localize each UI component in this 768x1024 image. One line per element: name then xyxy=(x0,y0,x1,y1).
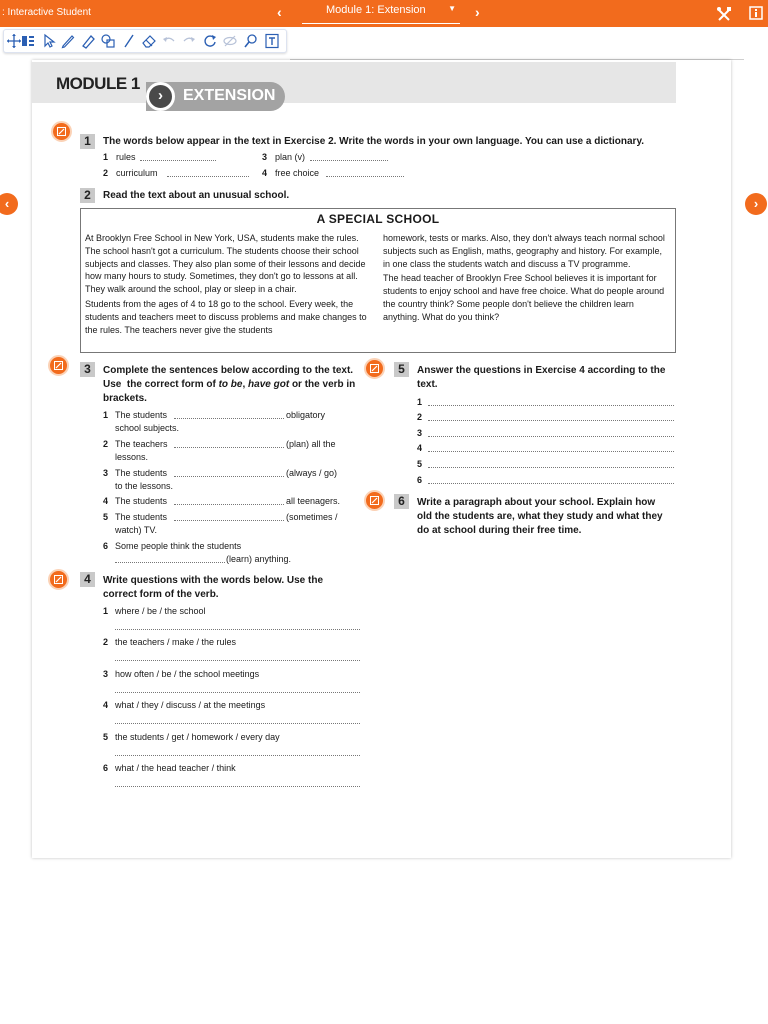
exercise-3-instruction-line-1: Complete the sentences below according to the text. xyxy=(103,365,354,376)
item-number: 6 xyxy=(103,763,109,773)
caret-down-icon: ▼ xyxy=(448,4,456,13)
exercise-4-instruction-line-1: Write questions with the words below. Use the xyxy=(103,575,324,586)
exercise-1-instruction: The words below appear in the text in Exercise 2. Write the words in your own language. You can use a dictionary. xyxy=(103,136,645,147)
reading-column-right xyxy=(383,232,671,326)
answer-line[interactable] xyxy=(115,755,360,756)
answer-line[interactable] xyxy=(115,786,360,787)
answer-line[interactable] xyxy=(174,476,284,477)
prev-module-button[interactable]: ‹ xyxy=(277,4,282,20)
app-title: : Interactive Student xyxy=(2,7,91,18)
answer-line[interactable] xyxy=(428,436,674,437)
sentence-end: (learn) anything. xyxy=(226,554,292,564)
item-number: 6 xyxy=(103,541,109,551)
exercise-number: 4 xyxy=(80,572,95,587)
item-number: 4 xyxy=(103,496,109,506)
item-number: 3 xyxy=(103,669,109,679)
module-selector-label: Module 1: Extension xyxy=(326,4,426,16)
prev-page-button[interactable]: ‹ xyxy=(0,193,18,215)
sentence-end: (plan) all the xyxy=(286,439,336,449)
extension-label: EXTENSION xyxy=(183,87,276,104)
sentence-continuation: to the lessons. xyxy=(115,481,174,491)
item-number: 4 xyxy=(103,700,109,710)
reading-title: A SPECIAL SCHOOL xyxy=(316,212,440,226)
answer-line[interactable] xyxy=(310,160,388,161)
answer-line[interactable] xyxy=(174,418,284,419)
module-selector[interactable] xyxy=(302,0,460,24)
answer-line[interactable] xyxy=(115,629,360,630)
page-tool-icon[interactable] xyxy=(20,33,36,49)
edit-exercise-6-button[interactable] xyxy=(364,490,385,511)
hide-icon[interactable] xyxy=(222,33,238,49)
exercise-6-instruction-line-2: old the students are, what they study and what they xyxy=(417,511,663,522)
paragraph: Students from the ages of 4 to 18 go to the school. Every week, the students and teachers meet to discuss problems and make changes to the rules. The teachers never give the students xyxy=(85,298,367,335)
search-icon[interactable] xyxy=(243,33,259,49)
paragraph: homework, tests or marks. Also, they don't always teach normal school subjects such as English, maths, geography and history. For example, in one class the students watch and discuss a TV programme. xyxy=(383,233,665,269)
marker-icon[interactable] xyxy=(80,33,96,49)
sentence-start: Some people think the students xyxy=(115,541,242,551)
edit-exercise-5-button[interactable] xyxy=(364,358,385,379)
sentence-continuation: watch) TV. xyxy=(115,525,158,535)
prompt-words: the teachers / make / the rules xyxy=(115,637,237,647)
answer-line[interactable] xyxy=(115,660,360,661)
answer-line[interactable] xyxy=(428,420,674,421)
prompt-words: the students / get / homework / every day xyxy=(115,732,280,742)
sentence-start: The students xyxy=(115,496,168,506)
annotation-toolbar xyxy=(3,29,287,53)
exercise-6-instruction-line-1: Write a paragraph about your school. Explain how xyxy=(417,497,656,508)
answer-line[interactable] xyxy=(428,405,674,406)
paragraph: The head teacher of Brooklyn Free School believes it is important for students to enjoy school and have free choice. What do people around the country think? Some people don't believe the children learn anything. What do you think? xyxy=(383,273,665,322)
exercise-5-instruction-line-2: text. xyxy=(417,379,438,390)
answer-line[interactable] xyxy=(140,160,216,161)
word-number: 3 xyxy=(262,152,268,162)
sentence-continuation: lessons. xyxy=(115,452,149,462)
paragraph: At Brooklyn Free School in New York, USA, students make the rules. The school hasn't got a curriculum. The students choose their school subjects and classes. They also plan some of their lessons and decide how many hours to study. Sometimes, they don't go to lessons at all. They walk around the school, play or sleep in a chair. xyxy=(85,233,366,295)
sentence-start: The students xyxy=(115,468,168,478)
sentence-end: all teenagers. xyxy=(286,496,341,506)
module-title: MODULE 1 xyxy=(56,74,140,93)
word-number: 2 xyxy=(103,168,109,178)
word-item: free choice xyxy=(275,168,320,178)
prompt-words: where / be / the school xyxy=(115,606,206,616)
cursor-icon[interactable] xyxy=(41,33,57,49)
item-number: 1 xyxy=(103,410,109,420)
word-item: curriculum xyxy=(116,168,158,178)
answer-line[interactable] xyxy=(428,451,674,452)
exercise-number: 2 xyxy=(80,188,95,203)
eraser-icon[interactable] xyxy=(141,33,157,49)
sentence-start: The students xyxy=(115,410,168,420)
exercise-3-instruction-line-2: Use the correct form of to be, have got or the verb in xyxy=(103,379,356,390)
item-number: 3 xyxy=(103,468,109,478)
sentence-continuation: school subjects. xyxy=(115,423,180,433)
answer-line[interactable] xyxy=(174,520,284,521)
item-number: 5 xyxy=(103,512,109,522)
chevron-right-icon: › xyxy=(146,82,175,111)
exercise-number: 1 xyxy=(80,134,95,149)
item-number: 5 xyxy=(103,732,109,742)
shape-icon[interactable] xyxy=(100,33,116,49)
answer-line[interactable] xyxy=(326,176,404,177)
sentence-end: (always / go) xyxy=(286,468,338,478)
next-module-button[interactable]: › xyxy=(475,4,480,20)
info-icon[interactable] xyxy=(749,6,763,20)
sentence-start: The teachers xyxy=(115,439,168,449)
edit-exercise-1-button[interactable] xyxy=(51,121,72,142)
answer-number: 3 xyxy=(417,428,423,438)
line-icon[interactable] xyxy=(121,33,137,49)
prompt-words: how often / be / the school meetings xyxy=(115,669,260,679)
word-number: 4 xyxy=(262,168,268,178)
answer-number: 4 xyxy=(417,443,423,453)
answer-line[interactable] xyxy=(115,692,360,693)
exercise-number: 6 xyxy=(394,494,409,509)
edit-exercise-3-button[interactable] xyxy=(48,355,69,376)
exercise-4-instruction-line-2: correct form of the verb. xyxy=(103,589,219,600)
exercise-6-instruction-line-3: do at school during their free time. xyxy=(417,525,582,536)
pen-icon[interactable] xyxy=(60,33,76,49)
next-page-button[interactable]: › xyxy=(745,193,767,215)
exercise-3-instruction-line-3: brackets. xyxy=(103,393,147,404)
sentence-start: The students xyxy=(115,512,168,522)
redo-icon[interactable] xyxy=(181,33,197,49)
prompt-words: what / they / discuss / at the meetings xyxy=(115,700,266,710)
tools-icon[interactable] xyxy=(716,6,732,22)
word-item: plan (v) xyxy=(275,152,306,162)
answer-line[interactable] xyxy=(428,483,674,484)
word-number: 1 xyxy=(103,152,109,162)
answer-line[interactable] xyxy=(428,467,674,468)
answer-number: 5 xyxy=(417,459,423,469)
text-icon[interactable] xyxy=(264,33,280,49)
item-number: 1 xyxy=(103,606,109,616)
exercise-number: 3 xyxy=(80,362,95,377)
answer-line[interactable] xyxy=(115,562,225,563)
answer-number: 1 xyxy=(417,397,423,407)
answer-number: 2 xyxy=(417,412,423,422)
answer-line[interactable] xyxy=(174,504,284,505)
reading-column-left xyxy=(85,232,369,338)
exercise-number: 5 xyxy=(394,362,409,377)
answer-line[interactable] xyxy=(174,447,284,448)
undo-icon[interactable] xyxy=(161,33,177,49)
answer-number: 6 xyxy=(417,475,423,485)
answer-line[interactable] xyxy=(167,176,249,177)
item-number: 2 xyxy=(103,439,109,449)
answer-line[interactable] xyxy=(115,723,360,724)
top-bar xyxy=(0,0,768,27)
sentence-end: (sometimes / xyxy=(286,512,338,522)
item-number: 2 xyxy=(103,637,109,647)
sentence-end: obligatory xyxy=(286,410,326,420)
word-item: rules xyxy=(116,152,136,162)
prompt-words: what / the head teacher / think xyxy=(115,763,236,773)
exercise-5-instruction-line-1: Answer the questions in Exercise 4 according to the xyxy=(417,365,666,376)
refresh-icon[interactable] xyxy=(202,33,218,49)
edit-exercise-4-button[interactable] xyxy=(48,569,69,590)
exercise-2-instruction: Read the text about an unusual school. xyxy=(103,190,290,201)
